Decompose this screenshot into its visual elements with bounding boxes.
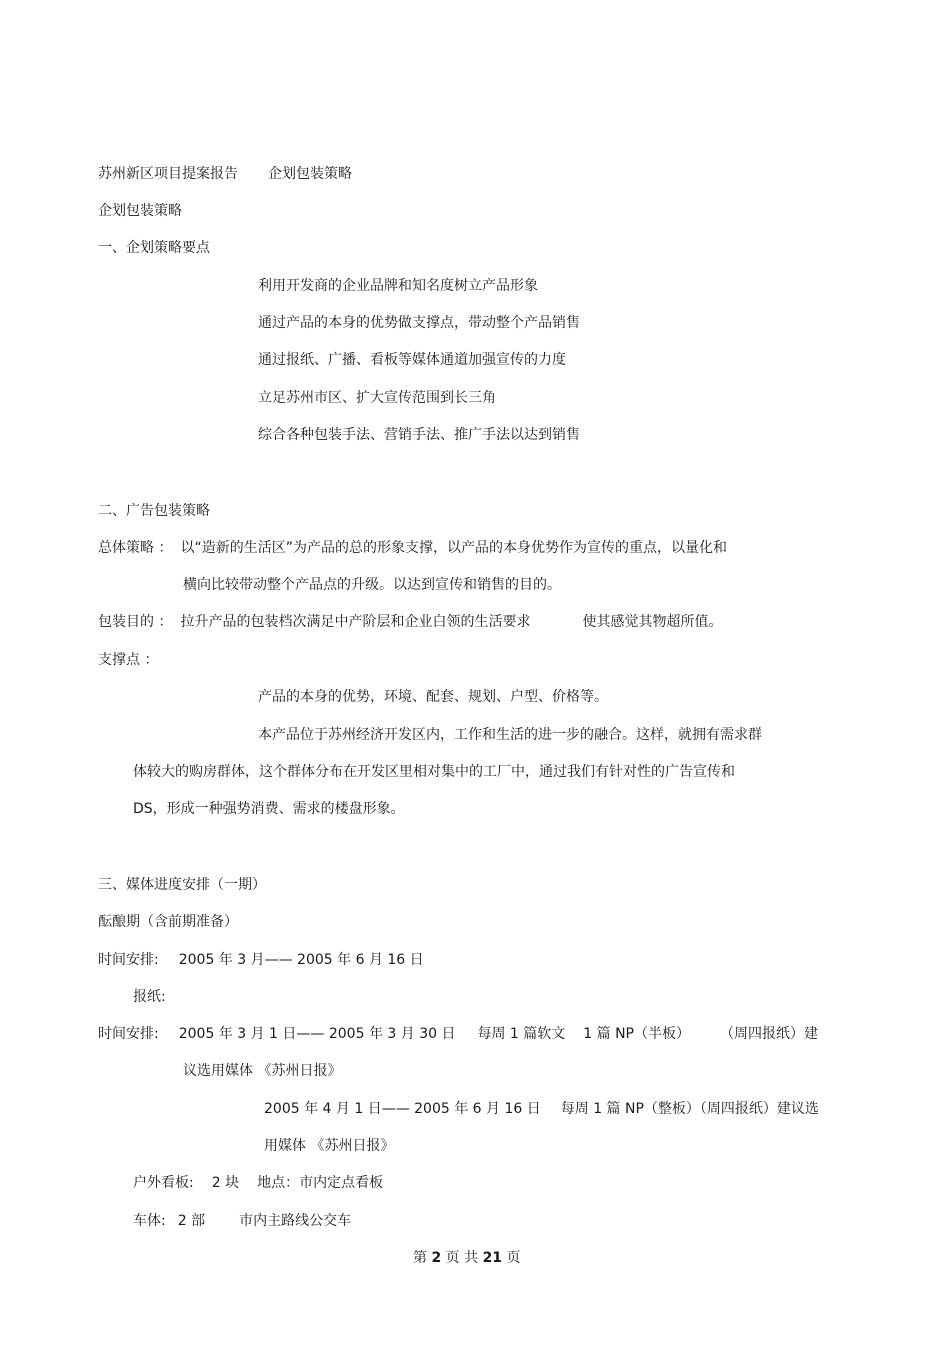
newspaper-frequency-2: 每周 1 篇 NP（整板）（周四报纸）建议选 — [560, 1101, 819, 1117]
schedule-value: 2005 年 3 月—— 2005 年 6 月 16 日 — [178, 952, 424, 968]
newspaper-schedule-row-2 — [264, 1099, 819, 1119]
header-section: 企划包装策略 — [268, 166, 352, 182]
footer-mid: 页 共 — [445, 1250, 479, 1266]
newspaper-schedule-row — [98, 1024, 818, 1044]
newspaper-period-2: 2005 年 4 月 1 日—— 2005 年 6 月 16 日 — [264, 1101, 541, 1117]
outdoor-location: 地点：市内定点看板 — [257, 1175, 384, 1191]
strategy-point: 通过产品的本身的优势做支撑点，带动整个产品销售 — [258, 315, 580, 331]
packaging-purpose-label: 包装目的 ： — [98, 614, 173, 630]
newspaper-label: 报纸: — [133, 989, 166, 1005]
outdoor-count: 2 块 — [211, 1175, 240, 1191]
header-project: 苏州新区项目提案报告 — [98, 166, 238, 182]
overall-strategy-text: 以“造新的生活区”为产品的总的形象支撑，以产品的本身优势作为宣传的重点，以量化和 — [180, 540, 727, 556]
strategy-point: 立足苏州市区、扩大宣传范围到长三角 — [258, 390, 496, 406]
schedule-label: 时间安排: — [98, 1026, 159, 1042]
footer-prefix: 第 — [413, 1250, 427, 1266]
overall-strategy-label: 总体策略 ： — [98, 540, 173, 556]
packaging-purpose-text: 拉升产品的包装档次满足中产阶层和企业白领的生活要求 — [180, 614, 531, 630]
strategy-point: 通过报纸、广播、看板等媒体通道加强宣传的力度 — [258, 352, 566, 368]
support-text: 本产品位于苏州经济开发区内，工作和生活的进一步的融合。这样，就拥有需求群 — [258, 727, 762, 743]
support-text: 产品的本身的优势，环境、配套、规划、户型、价格等。 — [258, 689, 608, 705]
schedule-row — [98, 950, 424, 970]
packaging-purpose — [98, 612, 722, 632]
schedule-label: 时间安排: — [98, 952, 159, 968]
bus-row — [133, 1211, 351, 1231]
overall-strategy-text-cont: 横向比较带动整个产品点的升级。以达到宣传和销售的目的。 — [183, 577, 561, 593]
phase-title: 酝酿期（含前期准备） — [98, 914, 238, 930]
outdoor-label: 户外看板: — [133, 1175, 194, 1191]
bus-description: 市内主路线公交车 — [239, 1213, 352, 1229]
strategy-point: 综合各种包装手法、营销手法、推广手法以达到销售 — [258, 427, 580, 443]
footer-suffix: 页 — [506, 1250, 521, 1266]
newspaper-media-2: 用媒体 《苏州日报》 — [264, 1138, 395, 1154]
section-3-heading: 三、媒体进度安排（一期） — [98, 877, 266, 893]
section-2-heading: 二、广告包装策略 — [98, 503, 210, 519]
newspaper-media-1: 议选用媒体 《苏州日报》 — [183, 1063, 342, 1079]
strategy-point: 利用开发商的企业品牌和知名度树立产品形象 — [258, 278, 538, 294]
bus-label: 车体: — [133, 1213, 166, 1229]
bus-count: 2 部 — [177, 1213, 206, 1229]
section-1-heading: 一、企划策略要点 — [98, 240, 210, 256]
page-number: 2 — [431, 1250, 442, 1266]
overall-strategy — [98, 538, 727, 558]
support-points-label: 支撑点 ： — [98, 652, 159, 668]
newspaper-period-1: 2005 年 3 月 1 日—— 2005 年 3 月 30 日 — [178, 1026, 456, 1042]
newspaper-ad-1: 1 篇 NP（半板） — [583, 1026, 691, 1042]
newspaper-frequency-1: 每周 1 篇软文 — [477, 1026, 566, 1042]
page-total: 21 — [482, 1250, 503, 1266]
packaging-purpose-text-b: 使其感觉其物超所值。 — [582, 614, 723, 630]
page-header — [98, 164, 352, 184]
support-text: 体较大的购房群体，这个群体分布在开发区里相对集中的工厂中，通过我们有针对性的广告宣传和 — [133, 764, 735, 780]
page-footer — [413, 1248, 521, 1268]
newspaper-day-1: （周四报纸）建 — [720, 1026, 819, 1042]
outdoor-row — [133, 1173, 383, 1193]
support-text: DS，形成一种强势消费、需求的楼盘形象。 — [133, 801, 405, 817]
document-title: 企划包装策略 — [98, 203, 182, 219]
